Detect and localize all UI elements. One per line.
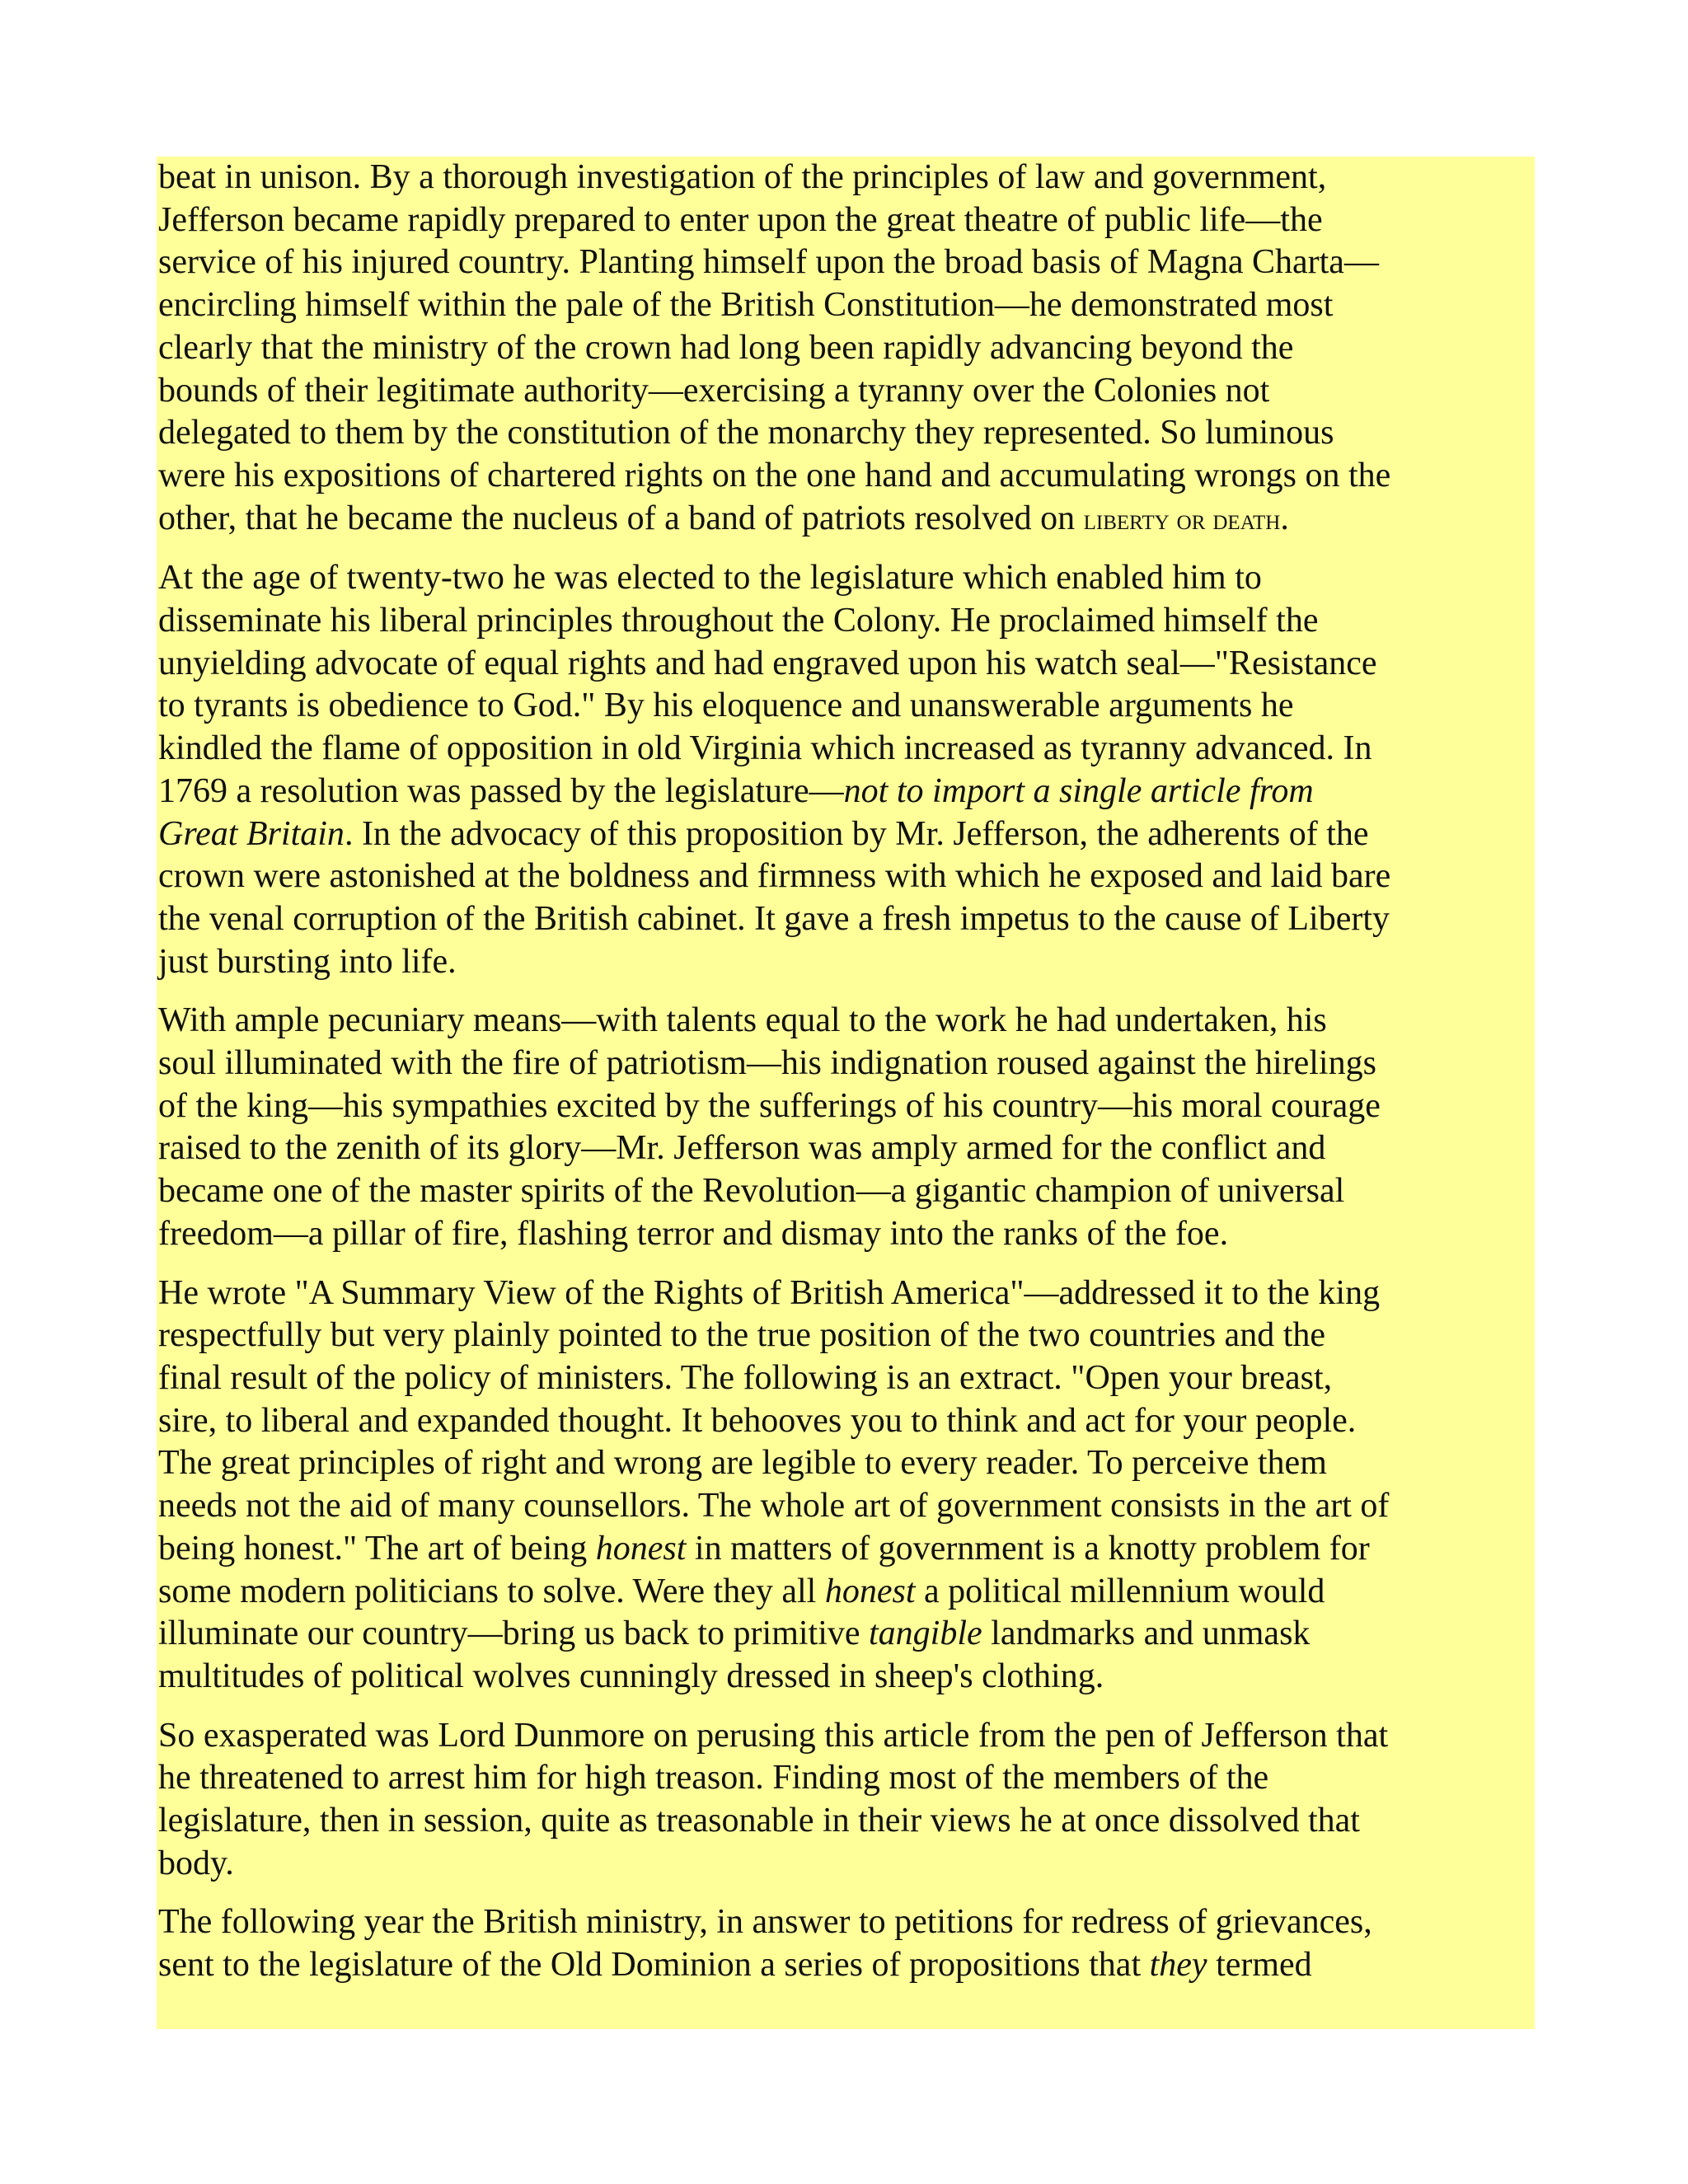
text-run: legislature, then in session, quite as treasonable in their views he at once dissolved that — [158, 1802, 1360, 1840]
italic-text: not to import a single article from — [843, 771, 1314, 810]
text-run: So exasperated was Lord Dunmore on perusing this article from the pen of Jefferson that — [158, 1716, 1389, 1755]
text-run: termed — [1207, 1946, 1312, 1985]
text-run: beat in unison. By a thorough investigation of the principles of law and government, — [158, 158, 1327, 196]
text-run: body. — [158, 1844, 234, 1882]
paragraph — [158, 1272, 1535, 1699]
text-run: landmarks and unmask — [982, 1615, 1311, 1653]
text-run: kindled the flame of opposition in old Virginia which increased as tyranny advanced. In — [158, 729, 1372, 768]
text-line — [158, 1315, 1535, 1357]
text-run: freedom—a pillar of fire, flashing terror and dismay into the ranks of the foe. — [158, 1214, 1229, 1253]
text-run: just bursting into life. — [158, 942, 457, 981]
text-line — [158, 1944, 1535, 1987]
paragraph — [158, 157, 1535, 541]
italic-text: honest — [824, 1572, 916, 1610]
text-run: unyielding advocate of equal rights and had engraved upon his watch seal—"Resistance — [158, 644, 1377, 682]
text-line — [158, 455, 1535, 498]
text-run: bounds of their legitimate authority—exercising a tyranny over the Colonies not — [158, 371, 1270, 410]
text-run: encircling himself within the pale of the British Constitution—he demonstrated most — [158, 286, 1334, 325]
text-run: final result of the policy of ministers. The following is an extract. "Open your breast, — [158, 1358, 1333, 1397]
text-line — [158, 1127, 1535, 1170]
text-run: multitudes of political wolves cunningly dressed in sheep's clothing. — [158, 1657, 1104, 1695]
text-line — [158, 1656, 1535, 1699]
text-run: . In the advocacy of this proposition by Mr. Jefferson, the adherents of the — [344, 814, 1369, 853]
text-run: other, that he became the nucleus of a band of patriots resolved on — [158, 499, 1084, 537]
italic-text: Great Britain — [158, 814, 345, 853]
text-run: the venal corruption of the British cabinet. It gave a fresh impetus to the cause of Liberty — [158, 899, 1390, 938]
text-line — [158, 1528, 1535, 1571]
text-line — [158, 898, 1535, 941]
text-run: At the age of twenty-two he was elected to the legislature which enabled him to — [158, 559, 1262, 598]
text-run: disseminate his liberal principles throughout the Colony. He proclaimed himself the — [158, 602, 1319, 640]
text-line — [158, 685, 1535, 728]
text-run: became one of the master spirits of the Revolution—a gigantic champion of universal — [158, 1172, 1345, 1211]
text-run: raised to the zenith of its glory—Mr. Jefferson was amply armed for the conflict and — [158, 1129, 1326, 1168]
text-line — [158, 1613, 1535, 1656]
text-line — [158, 1357, 1535, 1400]
paragraph — [158, 1901, 1535, 1986]
text-line — [158, 1442, 1535, 1485]
text-run: clearly that the ministry of the crown had long been rapidly advancing beyond the — [158, 328, 1294, 367]
text-run: were his expositions of chartered rights on the one hand and accumulating wrongs on the — [158, 456, 1391, 494]
text-line — [158, 1485, 1535, 1528]
text-run: a political millennium would — [915, 1572, 1325, 1610]
text-line — [158, 327, 1535, 370]
text-run: crown were astonished at the boldness and firmness with which he exposed and laid bare — [158, 857, 1391, 896]
text-line — [158, 600, 1535, 643]
text-run: Jefferson became rapidly prepared to enter upon the great theatre of public life—the — [158, 200, 1323, 239]
text-run: The following year the British ministry, in answer to petitions for redress of grievances, — [158, 1903, 1372, 1942]
text-run: he threatened to arrest him for high treason. Finding most of the members of the — [158, 1759, 1269, 1797]
text-run: in matters of government is a knotty problem for — [686, 1529, 1370, 1568]
italic-text: honest — [595, 1529, 687, 1568]
text-line — [158, 1800, 1535, 1843]
text-line — [158, 412, 1535, 455]
text-line — [158, 1843, 1535, 1886]
text-line — [158, 157, 1535, 199]
text-run: sent to the legislature of the Old Dominion a series of propositions that — [158, 1946, 1150, 1985]
text-line — [158, 728, 1535, 771]
text-line — [158, 1000, 1535, 1043]
text-run: With ample pecuniary means—with talents equal to the work he had undertaken, his — [158, 1001, 1327, 1040]
text-line — [158, 199, 1535, 242]
italic-text: they — [1149, 1946, 1207, 1985]
text-line — [158, 1400, 1535, 1443]
text-run: needs not the aid of many counsellors. The whole art of government consists in the art of — [158, 1487, 1390, 1526]
text-line — [158, 771, 1535, 813]
text-line — [158, 941, 1535, 984]
text-line — [158, 241, 1535, 284]
paragraph — [158, 1000, 1535, 1255]
text-line — [158, 1715, 1535, 1758]
italic-text: tangible — [869, 1615, 982, 1653]
text-run: . — [1280, 499, 1289, 537]
text-run: delegated to them by the constitution of the monarchy they represented. So luminous — [158, 414, 1334, 452]
text-run: some modern politicians to solve. Were they all — [158, 1572, 825, 1610]
text-run: sire, to liberal and expanded thought. It behooves you to think and act for your people. — [158, 1401, 1357, 1440]
text-line — [158, 284, 1535, 327]
text-run: service of his injured country. Planting himself upon the broad basis of Magna Charta— — [158, 243, 1379, 282]
text-line — [158, 643, 1535, 686]
text-line — [158, 813, 1535, 856]
text-line — [158, 1757, 1535, 1800]
paragraph — [158, 1715, 1535, 1886]
text-line — [158, 498, 1535, 541]
text-line — [158, 1901, 1535, 1944]
text-line — [158, 855, 1535, 898]
text-line — [158, 1571, 1535, 1614]
text-run: illuminate our country—bring us back to primitive — [158, 1615, 870, 1653]
text-line — [158, 1272, 1535, 1315]
text-run: being honest." The art of being — [158, 1529, 596, 1568]
small-caps-text: liberty or death — [1083, 502, 1281, 536]
text-line — [158, 370, 1535, 413]
paragraph — [158, 557, 1535, 983]
text-line — [158, 1043, 1535, 1085]
text-run: respectfully but very plainly pointed to the true position of the two countries and the — [158, 1316, 1326, 1355]
text-run: He wrote "A Summary View of the Rights of British America"—addressed it to the king — [158, 1273, 1381, 1312]
highlighted-text-block — [157, 157, 1535, 2029]
text-line — [158, 1085, 1535, 1128]
text-run: 1769 a resolution was passed by the legislature— — [158, 771, 844, 810]
text-run: to tyrants is obedience to God." By his eloquence and unanswerable arguments he — [158, 687, 1294, 725]
text-run: soul illuminated with the fire of patriotism—his indignation roused against the hirelings — [158, 1044, 1376, 1083]
text-run: The great principles of right and wrong are legible to every reader. To perceive them — [158, 1444, 1327, 1483]
text-line — [158, 1213, 1535, 1256]
text-run: of the king—his sympathies excited by the sufferings of his country—his moral courage — [158, 1086, 1381, 1125]
text-line — [158, 1170, 1535, 1213]
text-line — [158, 557, 1535, 600]
